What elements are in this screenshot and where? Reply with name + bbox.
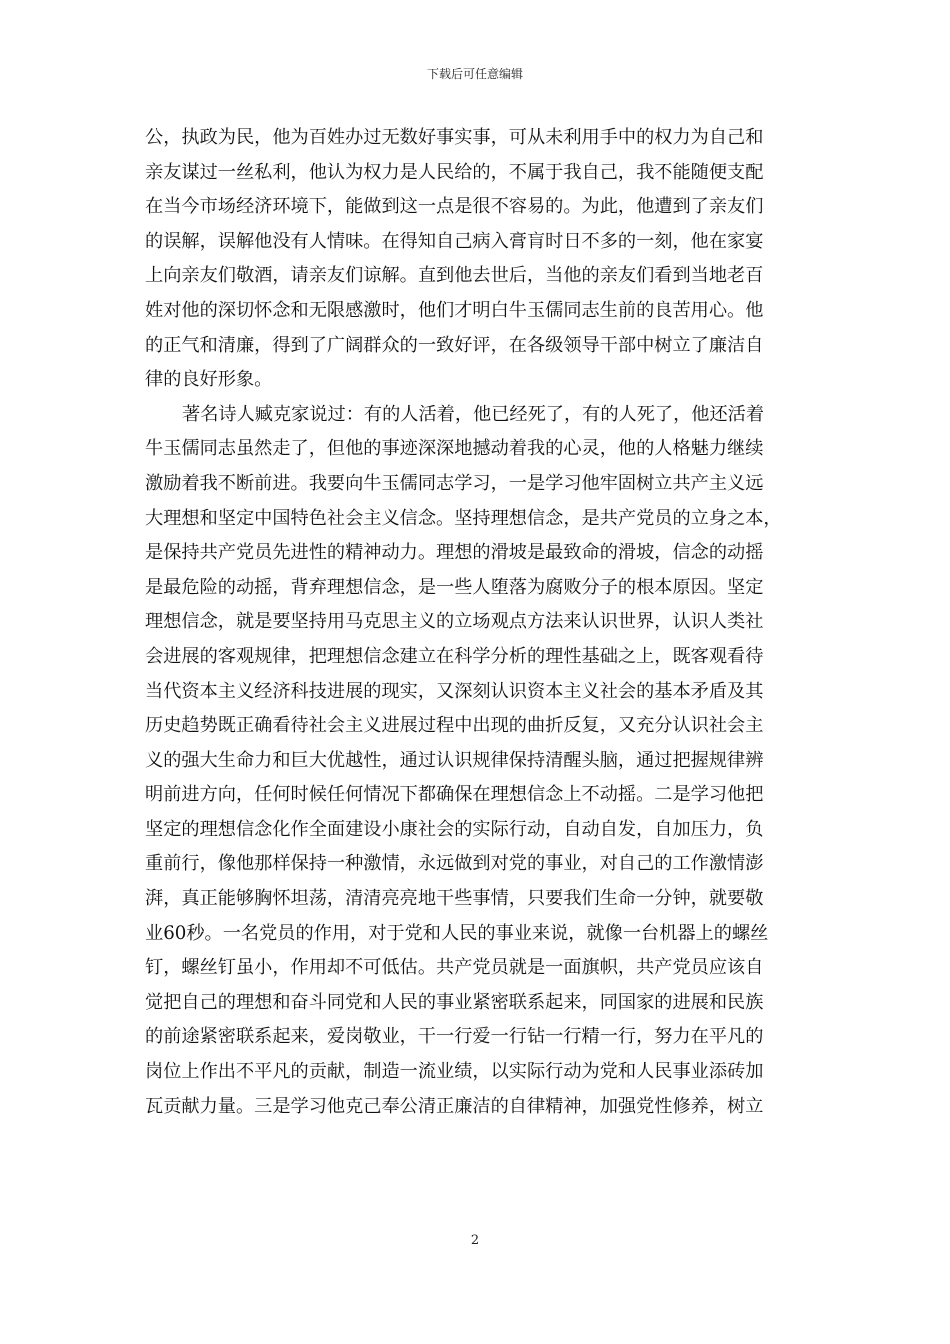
text-line: 明前进方向，任何时候任何情况下都确保在理想信念上不动摇。二是学习他把 — [145, 784, 764, 806]
page-header: 下载后可任意编辑 — [426, 67, 523, 81]
text-line: 亲友谋过一丝私利，他认为权力是人民给的，不属于我自己，我不能随便支配 — [145, 161, 764, 183]
page-number: 2 — [470, 1233, 480, 1248]
text-line: 是保持共产党员先进性的精神动力。理想的滑坡是最致命的滑坡，信念的动摇 — [145, 542, 764, 564]
text-line: 瓦贡献力量。三是学习他克己奉公清正廉洁的自律精神，加强党性修养，树立 — [145, 1095, 764, 1117]
text-line: 姓对他的深切怀念和无限感激时，他们才明白牛玉儒同志生前的良苦用心。他 — [145, 299, 764, 321]
text-line: 义的强大生命力和巨大优越性，通过认识规律保持清醒头脑，通过把握规律辨 — [145, 749, 764, 771]
paragraph-first-line: 著名诗人臧克家说过：有的人活着，他已经死了，有的人死了，他还活着 — [182, 403, 765, 425]
text-line: 会进展的客观规律，把理想信念建立在科学分析的理性基础之上，既客观看待 — [145, 645, 764, 667]
text-line: 公，执政为民，他为百姓办过无数好事实事，可从未利用手中的权力为自己和 — [145, 127, 764, 148]
text-line: 业60秒。一名党员的作用，对于党和人民的事业来说，就像一台机器上的螺丝 — [145, 922, 769, 944]
text-line: 坚定的理想信念化作全面建设小康社会的实际行动，自动自发，自加压力，负 — [145, 818, 764, 840]
text-line: 激励着我不断前进。我要向牛玉儒同志学习，一是学习他牢固树立共产主义远 — [145, 472, 764, 494]
text-line: 理想信念，就是要坚持用马克思主义的立场观点方法来认识世界，认识人类社 — [145, 611, 764, 633]
text-line: 历史趋势既正确看待社会主义进展过程中出现的曲折反复，又充分认识社会主 — [145, 715, 764, 737]
text-line: 大理想和坚定中国特色社会主义信念。坚持理想信念，是共产党员的立身之本， — [145, 507, 782, 529]
text-line: 的前途紧密联系起来，爱岗敬业，干一行爱一行钻一行精一行，努力在平凡的 — [145, 1026, 764, 1048]
text-line: 上向亲友们敬酒，请亲友们谅解。直到他去世后，当他的亲友们看到当地老百 — [145, 265, 764, 287]
text-line: 在当今市场经济环境下，能做到这一点是很不容易的。为此，他遭到了亲友们 — [145, 196, 764, 218]
text-line: 重前行，像他那样保持一种激情，永远做到对党的事业，对自己的工作激情澎 — [145, 853, 764, 875]
text-line: 当代资本主义经济科技进展的现实，又深刻认识资本主义社会的基本矛盾及其 — [145, 680, 764, 702]
text-line: 钉，螺丝钉虽小，作用却不可低估。共产党员就是一面旗帜，共产党员应该自 — [145, 957, 764, 979]
text-line: 觉把自己的理想和奋斗同党和人民的事业紧密联系起来，同国家的进展和民族 — [145, 991, 764, 1013]
body-text — [145, 121, 820, 1124]
text-line: 的误解，误解他没有人情味。在得知自己病入膏肓时日不多的一刻，他在家宴 — [145, 230, 764, 252]
text-line: 律的良好形象。 — [145, 369, 273, 391]
text-line: 是最危险的动摇，背弃理想信念，是一些人堕落为腐败分子的根本原因。坚定 — [145, 576, 764, 598]
text-line: 湃，真正能够胸怀坦荡，清清亮亮地干些事情，只要我们生命一分钟，就要敬 — [145, 888, 764, 910]
text-line: 岗位上作出不平凡的贡献，制造一流业绩，以实际行动为党和人民事业添砖加 — [145, 1061, 764, 1083]
text-line: 牛玉儒同志虽然走了，但他的事迹深深地撼动着我的心灵，他的人格魅力继续 — [145, 438, 764, 460]
text-line: 的正气和清廉，得到了广阔群众的一致好评，在各级领导干部中树立了廉洁自 — [145, 334, 764, 356]
